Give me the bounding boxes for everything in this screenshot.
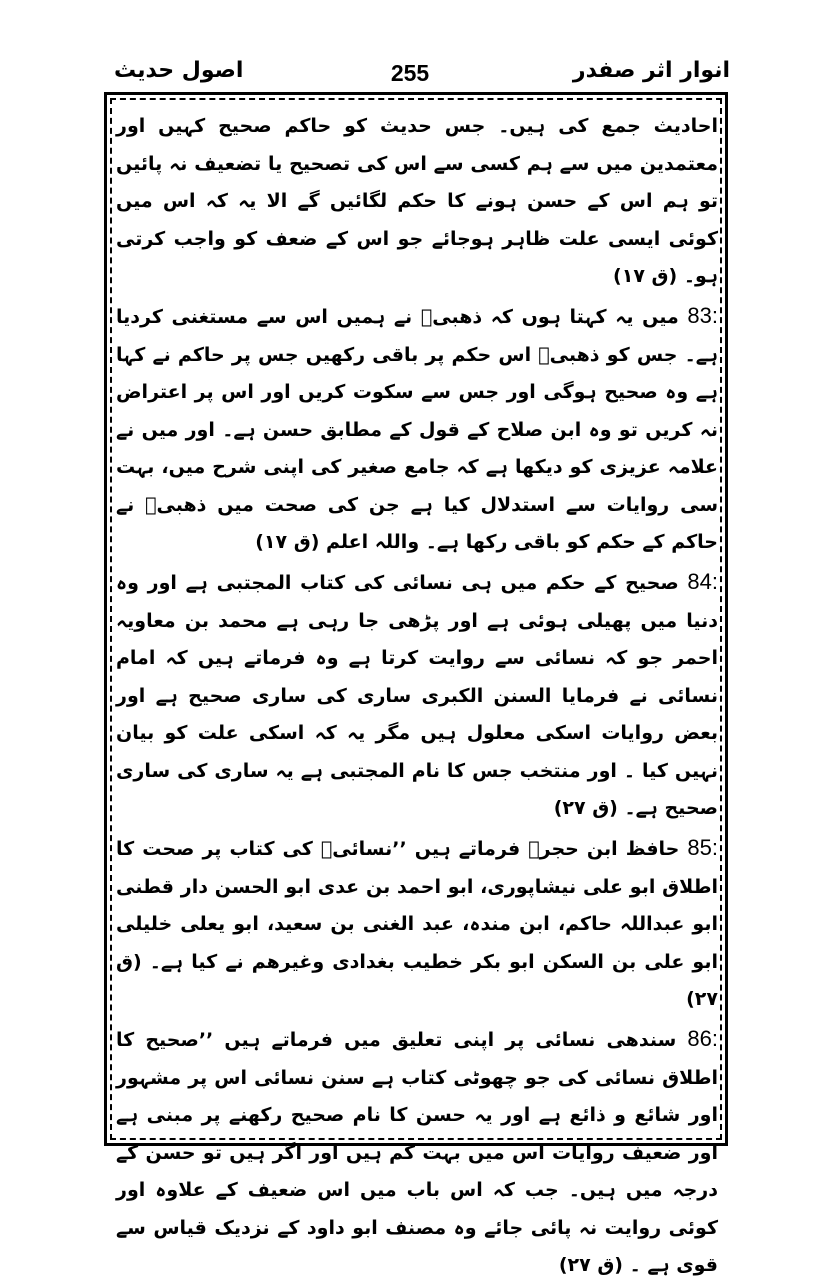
paragraph-number: 86: <box>687 1026 718 1051</box>
chapter-title: اصول حدیث <box>114 58 244 83</box>
paragraph <box>116 563 718 828</box>
paragraph-text: حافظ ابن حجرؒ فرماتے ہیں ’’نسائیؒ کی کتاب پر صحت کا اطلاق ابو علی نیشاپوری، ابو احمد بن عدی ابو الحسن دار قطنی ابو عبداللہ حاکم، ابن مندہ، عبد الغنی بن سعید، ابو یعلی خلیلی ابو علی بن السکن ابو بکر خطیب بغدادی وغیرھم نے کیا ہے۔ (ق ۲۷) <box>116 838 718 1010</box>
page-body <box>116 108 718 1286</box>
page-number: 255 <box>390 60 430 86</box>
paragraph <box>116 297 718 562</box>
book-title: انوار اثر صفدر <box>572 58 730 83</box>
paragraph <box>116 108 718 296</box>
paragraph-text: سندھی نسائی پر اپنی تعلیق میں فرماتے ہیں ’’صحیح کا اطلاق نسائی کی جو چھوٹی کتاب ہے سنن نسائی اس پر مشہور اور شائع و ذائع ہے اور یہ حسن کا نام صحیح رکھنے پر مبنی ہے اور ضعیف روایات اس میں بہت کم ہیں اور اگر ہیں تو حسن کے درجہ میں ہیں۔ جب کہ اس باب میں اس ضعیف کے علاوہ اور کوئی روایت نہ پائی جائے وہ مصنف ابو داود کے نزدیک قیاس سے قوی ہے ۔ (ق ۲۷) <box>116 1029 718 1276</box>
paragraph-text: صحیح کے حکم میں ہی نسائی کی کتاب المجتبی ہے اور وہ دنیا میں پھیلی ہوئی ہے اور پڑھی جا رہی ہے محمد بن معاویہ احمر جو کہ نسائی سے روایت کرتا ہے وہ فرماتے ہیں کہ امام نسائی نے فرمایا السنن الکبری ساری کی ساری صحیح ہے اور بعض روایات اسکی معلول ہیں مگر یہ کہ اسکی علت کو بیان نہیں کیا ۔ اور منتخب جس کا نام المجتبی ہے یہ ساری کی ساری صحیح ہے۔ (ق ۲۷) <box>116 572 718 819</box>
page-header <box>110 56 730 96</box>
paragraph-number: 85: <box>687 835 718 860</box>
paragraph-text: احادیث جمع کی ہیں۔ جس حدیث کو حاکم صحیح کہیں اور معتمدین میں سے ہم کسی سے اس کی تصحیح یا تضعیف نہ پائیں تو ہم اس کے حسن ہونے کا حکم لگائیں گے الا یہ کہ اس میں کوئی ایسی علت ظاہر ہوجائے جو اس کے ضعف کو واجب کرتی ہو۔ (ق ۱۷) <box>116 115 718 287</box>
paragraph <box>116 829 718 1019</box>
paragraph <box>116 1020 718 1285</box>
paragraph-text: میں یہ کہتا ہوں کہ ذھبیؒ نے ہمیں اس سے مستغنی کردیا ہے۔ جس کو ذھبیؒ اس حکم پر باقی رکھیں جس پر حاکم نے کہا ہے وہ صحیح ہوگی اور جس سے سکوت کریں اور اس پر اعتراض نہ کریں تو وہ ابن صلاح کے قول کے مطابق حسن ہے۔ اور میں نے علامہ عزیزی کو دیکھا ہے کہ جامع صغیر کی اپنی شرح میں، بہت سی روایات سے استدلال کیا ہے جن کی صحت میں ذھبیؒ نے حاکم کے حکم کو باقی رکھا ہے۔ واللہ اعلم (ق ۱۷) <box>116 306 718 553</box>
paragraph-number: 83: <box>687 303 719 328</box>
paragraph-number: 84: <box>687 569 718 594</box>
